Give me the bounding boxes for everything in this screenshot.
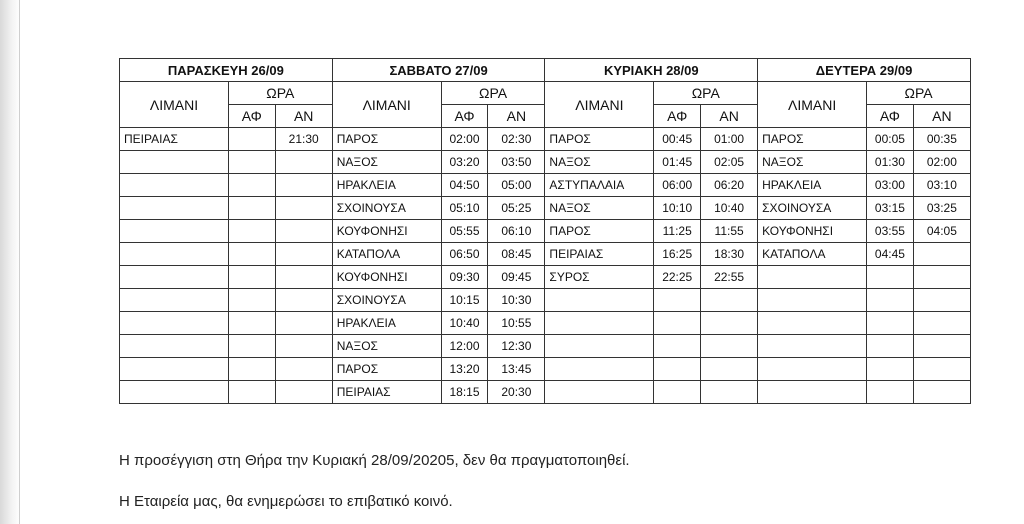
departure-header: ΑΝ	[488, 105, 545, 128]
arrival-time-cell: 22:25	[654, 266, 701, 289]
table-row	[120, 381, 971, 404]
arrival-time-cell: 05:10	[441, 197, 488, 220]
departure-time-cell: 11:55	[701, 220, 758, 243]
port-cell	[120, 151, 229, 174]
port-cell	[120, 358, 229, 381]
arrival-time-cell	[654, 289, 701, 312]
day-title: ΚΥΡΙΑΚΗ 28/09	[545, 59, 758, 82]
arrival-time-cell: 09:30	[441, 266, 488, 289]
departure-time-cell: 02:00	[913, 151, 970, 174]
arrival-time-cell: 13:20	[441, 358, 488, 381]
port-cell: ΠΑΡΟΣ	[758, 128, 867, 151]
port-cell	[758, 358, 867, 381]
port-column-header: ΛΙΜΑΝΙ	[120, 82, 229, 128]
arrival-time-cell: 12:00	[441, 335, 488, 358]
table-row	[120, 174, 971, 197]
departure-time-cell: 05:25	[488, 197, 545, 220]
arrival-time-cell	[654, 335, 701, 358]
arrival-header: ΑΦ	[228, 105, 275, 128]
arrival-header: ΑΦ	[441, 105, 488, 128]
departure-time-cell	[275, 335, 332, 358]
departure-time-cell: 01:00	[701, 128, 758, 151]
arrival-time-cell	[867, 335, 914, 358]
departure-time-cell: 22:55	[701, 266, 758, 289]
arrival-time-cell: 11:25	[654, 220, 701, 243]
departure-time-cell: 05:00	[488, 174, 545, 197]
departure-time-cell: 06:10	[488, 220, 545, 243]
arrival-time-cell: 10:40	[441, 312, 488, 335]
arrival-time-cell	[228, 335, 275, 358]
arrival-time-cell	[654, 358, 701, 381]
arrival-time-cell	[867, 381, 914, 404]
port-cell	[120, 174, 229, 197]
arrival-time-cell: 03:00	[867, 174, 914, 197]
port-cell: ΝΑΞΟΣ	[332, 151, 441, 174]
arrival-header: ΑΦ	[867, 105, 914, 128]
schedule-body	[120, 128, 971, 404]
arrival-header: ΑΦ	[654, 105, 701, 128]
port-cell: ΝΑΞΟΣ	[545, 151, 654, 174]
departure-time-cell	[701, 289, 758, 312]
arrival-time-cell	[228, 289, 275, 312]
departure-time-cell	[701, 335, 758, 358]
arrival-time-cell: 18:15	[441, 381, 488, 404]
departure-time-cell: 21:30	[275, 128, 332, 151]
time-column-header: ΩΡΑ	[228, 82, 332, 105]
time-column-header: ΩΡΑ	[654, 82, 758, 105]
arrival-time-cell	[228, 220, 275, 243]
departure-time-cell: 18:30	[701, 243, 758, 266]
port-cell	[120, 289, 229, 312]
port-cell: ΚΑΤΑΠΟΛΑ	[758, 243, 867, 266]
departure-time-cell: 08:45	[488, 243, 545, 266]
port-column-header: ΛΙΜΑΝΙ	[332, 82, 441, 128]
port-cell	[545, 335, 654, 358]
departure-time-cell	[275, 151, 332, 174]
port-cell	[545, 381, 654, 404]
arrival-time-cell	[228, 151, 275, 174]
departure-header: ΑΝ	[913, 105, 970, 128]
day-title: ΠΑΡΑΣΚΕΥΗ 26/09	[120, 59, 333, 82]
departure-time-cell: 03:25	[913, 197, 970, 220]
departure-time-cell	[913, 358, 970, 381]
port-cell	[545, 289, 654, 312]
port-cell: ΝΑΞΟΣ	[545, 197, 654, 220]
arrival-time-cell: 02:00	[441, 128, 488, 151]
page-edge-shadow	[0, 0, 20, 524]
departure-time-cell	[275, 197, 332, 220]
port-cell: ΠΕΙΡΑΙΑΣ	[545, 243, 654, 266]
port-cell: ΑΣΤΥΠΑΛΑΙΑ	[545, 174, 654, 197]
port-cell: ΣΧΟΙΝΟΥΣΑ	[332, 289, 441, 312]
departure-time-cell	[275, 220, 332, 243]
port-cell: ΠΑΡΟΣ	[545, 220, 654, 243]
port-cell: ΗΡΑΚΛΕΙΑ	[332, 174, 441, 197]
port-cell: ΣΧΟΙΝΟΥΣΑ	[758, 197, 867, 220]
arrival-time-cell	[654, 381, 701, 404]
departure-time-cell: 10:40	[701, 197, 758, 220]
departure-time-cell	[913, 289, 970, 312]
port-cell: ΠΑΡΟΣ	[545, 128, 654, 151]
port-cell: ΣΥΡΟΣ	[545, 266, 654, 289]
arrival-time-cell: 10:15	[441, 289, 488, 312]
arrival-time-cell	[228, 197, 275, 220]
arrival-time-cell: 03:15	[867, 197, 914, 220]
arrival-time-cell: 05:55	[441, 220, 488, 243]
departure-time-cell: 06:20	[701, 174, 758, 197]
port-cell	[758, 266, 867, 289]
port-cell: ΝΑΞΟΣ	[758, 151, 867, 174]
day-header-row	[120, 59, 971, 82]
note-thira-cancellation: Η προσέγγιση στη Θήρα την Κυριακή 28/09/20205, δεν θα πραγματοποιηθεί.	[119, 452, 630, 469]
port-cell: ΠΑΡΟΣ	[332, 358, 441, 381]
schedule-table	[119, 58, 971, 404]
table-row	[120, 220, 971, 243]
departure-time-cell	[913, 335, 970, 358]
arrival-time-cell: 04:50	[441, 174, 488, 197]
table-row	[120, 128, 971, 151]
table-row	[120, 197, 971, 220]
table-row	[120, 151, 971, 174]
arrival-time-cell	[228, 266, 275, 289]
port-cell: ΚΟΥΦΟΝΗΣΙ	[332, 266, 441, 289]
port-cell	[758, 289, 867, 312]
port-cell	[120, 335, 229, 358]
arrival-time-cell: 00:45	[654, 128, 701, 151]
departure-header: ΑΝ	[275, 105, 332, 128]
departure-time-cell: 12:30	[488, 335, 545, 358]
port-cell: ΗΡΑΚΛΕΙΑ	[758, 174, 867, 197]
departure-header: ΑΝ	[701, 105, 758, 128]
port-cell	[120, 197, 229, 220]
departure-time-cell	[275, 266, 332, 289]
time-column-header: ΩΡΑ	[441, 82, 545, 105]
table-row	[120, 312, 971, 335]
arrival-time-cell: 16:25	[654, 243, 701, 266]
arrival-time-cell	[867, 289, 914, 312]
port-cell: ΗΡΑΚΛΕΙΑ	[332, 312, 441, 335]
port-cell	[758, 381, 867, 404]
departure-time-cell: 04:05	[913, 220, 970, 243]
departure-time-cell	[701, 381, 758, 404]
port-cell	[545, 358, 654, 381]
arrival-time-cell	[228, 128, 275, 151]
arrival-time-cell: 04:45	[867, 243, 914, 266]
arrival-time-cell	[654, 312, 701, 335]
departure-time-cell: 09:45	[488, 266, 545, 289]
departure-time-cell	[701, 312, 758, 335]
table-row	[120, 266, 971, 289]
note-company-notice: Η Εταιρεία μας, θα ενημερώσει το επιβατικό κοινό.	[119, 493, 453, 510]
arrival-time-cell	[228, 174, 275, 197]
day-title: ΔΕΥΤΕΡΑ 29/09	[758, 59, 971, 82]
arrival-time-cell: 06:50	[441, 243, 488, 266]
port-cell: ΠΑΡΟΣ	[332, 128, 441, 151]
departure-time-cell	[275, 312, 332, 335]
port-column-header: ΛΙΜΑΝΙ	[545, 82, 654, 128]
port-cell	[758, 312, 867, 335]
departure-time-cell	[275, 358, 332, 381]
departure-time-cell	[913, 266, 970, 289]
arrival-time-cell	[228, 381, 275, 404]
port-cell: ΠΕΙΡΑΙΑΣ	[332, 381, 441, 404]
arrival-time-cell: 01:45	[654, 151, 701, 174]
arrival-time-cell: 03:55	[867, 220, 914, 243]
departure-time-cell: 02:30	[488, 128, 545, 151]
arrival-time-cell: 03:20	[441, 151, 488, 174]
arrival-time-cell: 10:10	[654, 197, 701, 220]
arrival-time-cell	[228, 312, 275, 335]
port-cell	[758, 335, 867, 358]
departure-time-cell	[275, 289, 332, 312]
arrival-time-cell	[867, 358, 914, 381]
arrival-time-cell	[228, 358, 275, 381]
port-cell	[120, 243, 229, 266]
table-row	[120, 358, 971, 381]
departure-time-cell: 03:10	[913, 174, 970, 197]
departure-time-cell: 20:30	[488, 381, 545, 404]
port-cell: ΠΕΙΡΑΙΑΣ	[120, 128, 229, 151]
arrival-time-cell: 01:30	[867, 151, 914, 174]
day-title: ΣΑΒΒΑΤΟ 27/09	[332, 59, 545, 82]
port-cell	[545, 312, 654, 335]
departure-time-cell: 02:05	[701, 151, 758, 174]
departure-time-cell	[701, 358, 758, 381]
arrival-time-cell	[867, 312, 914, 335]
port-cell	[120, 266, 229, 289]
departure-time-cell	[275, 174, 332, 197]
departure-time-cell: 00:35	[913, 128, 970, 151]
table-row	[120, 335, 971, 358]
time-column-header: ΩΡΑ	[867, 82, 971, 105]
arrival-time-cell: 06:00	[654, 174, 701, 197]
departure-time-cell: 13:45	[488, 358, 545, 381]
table-row	[120, 243, 971, 266]
table-row	[120, 289, 971, 312]
port-cell	[120, 220, 229, 243]
port-cell	[120, 381, 229, 404]
port-cell: ΝΑΞΟΣ	[332, 335, 441, 358]
arrival-time-cell	[228, 243, 275, 266]
departure-time-cell	[275, 381, 332, 404]
arrival-time-cell	[867, 266, 914, 289]
column-header-row	[120, 82, 971, 105]
departure-time-cell: 10:30	[488, 289, 545, 312]
departure-time-cell	[913, 312, 970, 335]
port-cell: ΚΑΤΑΠΟΛΑ	[332, 243, 441, 266]
departure-time-cell	[913, 243, 970, 266]
port-cell: ΚΟΥΦΟΝΗΣΙ	[758, 220, 867, 243]
departure-time-cell: 03:50	[488, 151, 545, 174]
port-column-header: ΛΙΜΑΝΙ	[758, 82, 867, 128]
port-cell	[120, 312, 229, 335]
departure-time-cell	[913, 381, 970, 404]
arrival-time-cell: 00:05	[867, 128, 914, 151]
departure-time-cell: 10:55	[488, 312, 545, 335]
port-cell: ΣΧΟΙΝΟΥΣΑ	[332, 197, 441, 220]
departure-time-cell	[275, 243, 332, 266]
port-cell: ΚΟΥΦΟΝΗΣΙ	[332, 220, 441, 243]
